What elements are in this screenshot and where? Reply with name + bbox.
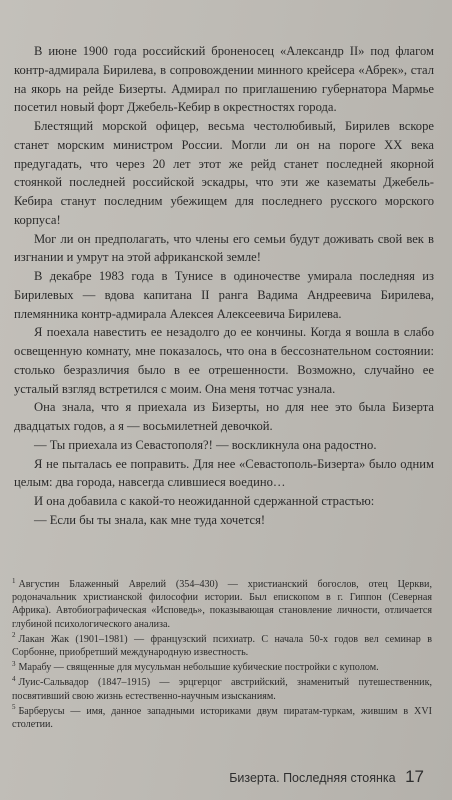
- footnote: [12, 578, 432, 631]
- paragraph: И она добавила с какой-то неожиданной сдержанной страстью:: [34, 494, 375, 508]
- footnote-mark: 2: [12, 631, 16, 640]
- paragraph: В декабре 1983 года в Тунисе в одиночестве умирала последняя из Бирилевых — вдова капитана II ранга Вадима Андреевича Бирилева, племянника контр-адмирала Алексея Алексеевича Бирилева.: [14, 269, 434, 321]
- footnote: [12, 661, 432, 674]
- paragraph: Мог ли он предполагать, что члены его семьи будут доживать свой век в изгнании и умрут на этой африканской земле!: [14, 231, 434, 265]
- footnote: [12, 705, 432, 731]
- page-number: 17: [405, 767, 424, 786]
- paragraph: — Ты приехала из Севастополя?! — воскликнула она радостно.: [34, 437, 377, 452]
- footnote-text: Лакан Жак (1901–1981) — французский психиатр. С начала 50-х годов вел семинар в Сорбонне, приобретший международную известность.: [12, 633, 432, 659]
- footnotes: [12, 578, 432, 733]
- footnote-text: Луис-Сальвадор (1847–1915) — эрцгерцог австрийский, знаменитый путешественник, посвятивший свою жизнь естественно-научным изысканиям.: [12, 677, 432, 702]
- running-footer: [12, 767, 424, 787]
- paragraph: В июне 1900 года российский броненосец «Александр II» под флагом контр-адмирала Бирилева, в сопровождении минного крейсера «Абрек», стал на якорь на рейде Бизерты. Адмирал по приглашению губернатора Мармье посетил новый форт Джебель-Кебир в окрестностях города.: [14, 44, 434, 115]
- footnote-text: Барберусы — имя, данное западными историками двум пиратам-туркам, жившим в XVI столетии.: [12, 705, 432, 731]
- footnote-text: Марабу — священные для мусульман небольшие кубические постройки с куполом.: [18, 662, 379, 674]
- main-text: [14, 42, 434, 530]
- footnote: [12, 676, 432, 702]
- paragraph: Я не пыталась ее поправить. Для нее «Севастополь-Бизерта» было одним целым: два города, навсегда слившиеся воедино…: [14, 456, 434, 490]
- footnote-mark: 3: [12, 659, 16, 668]
- paragraph: Я поехала навестить ее незадолго до ее кончины. Когда я вошла в слабо освещенную комнату, мне показалось, что она в бессознательном состоянии: столько безразличия было в ее отрешенности. Возможно, случайно ее усталый взгляд встретился с моим. Она меня тотчас узнала.: [14, 325, 434, 396]
- paragraph: — Если бы ты знала, как мне туда хочется!: [34, 512, 266, 527]
- paragraph: Она знала, что я приехала из Бизерты, но для нее это была Бизерта двадцатых годов, а я — восьмилетней девочкой.: [14, 400, 434, 433]
- footnote-text: Августин Блаженный Аврелий (354–430) — христианский богослов, отец Церкви, родоначальник христианской философии истории. Был епископом в г. Гиппон (Северная Африка). Автобиографическая «Исповедь», показывающая становление личности, отличается глубиной психологического анализа.: [12, 579, 432, 630]
- paragraph: Блестящий морской офицер, весьма честолюбивый, Бирилев вскоре станет морским министром России. Могли ли он на пороге XX века предугадать, что через 20 лет этот же рейд станет последней якорной стоянкой последней российской эскадры, что эти же казематы Джебель-Кебира станут последним убежищем для последнего русского морского корпуса!: [14, 119, 434, 227]
- running-title: Бизерта. Последняя стоянка: [229, 771, 396, 785]
- footnote-mark: 5: [12, 703, 16, 712]
- footnote-mark: 1: [12, 576, 16, 585]
- footnote: [12, 633, 432, 659]
- footnote-mark: 4: [12, 675, 16, 684]
